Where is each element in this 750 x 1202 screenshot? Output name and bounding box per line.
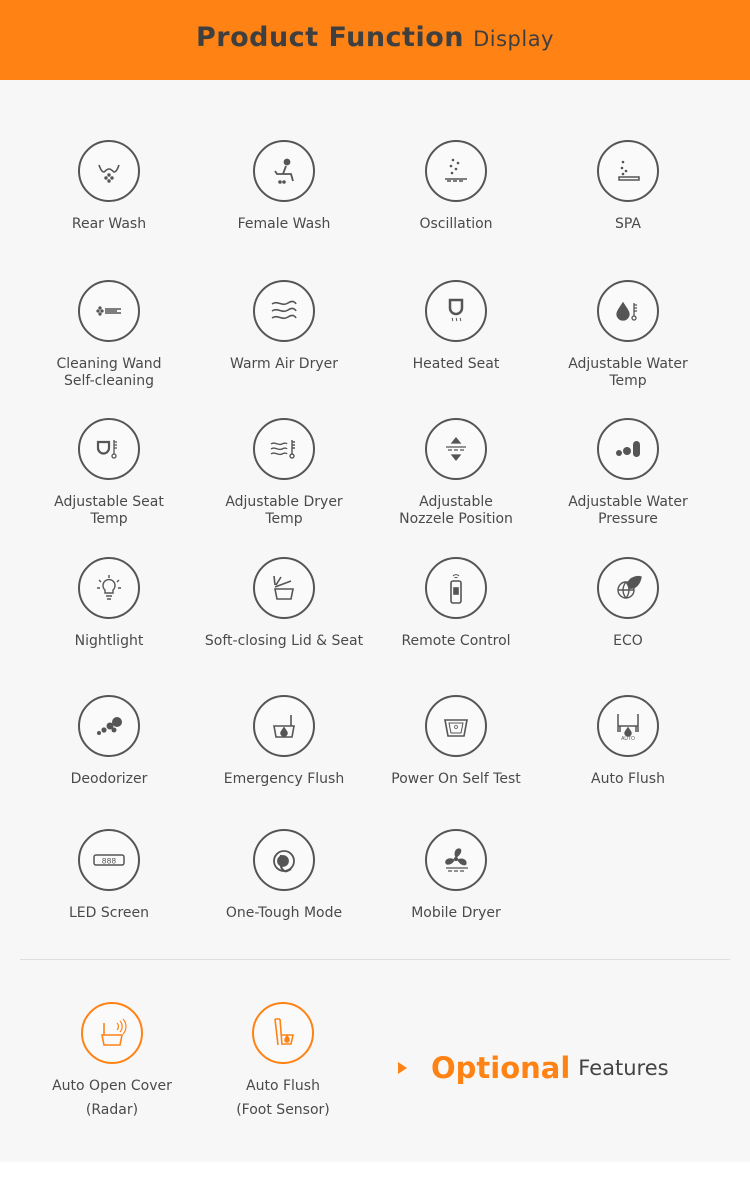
feature-emergency-flush [194, 695, 374, 788]
water-temp-icon [597, 280, 659, 342]
feature-auto-flush [538, 695, 718, 788]
feature-label: Soft-closing Lid & Seat [204, 633, 364, 649]
water-pressure-icon [597, 418, 659, 480]
svg-text:888: 888 [101, 857, 117, 867]
feature-water-pressure [538, 418, 718, 528]
page-title [0, 22, 750, 53]
one-touch-mode-icon [253, 829, 315, 891]
title-bold: Product Function [195, 22, 464, 53]
header-banner [0, 0, 750, 80]
feature-soft-closing-lid [194, 557, 374, 650]
feature-remote-control [366, 557, 546, 650]
optional-heading-light: Features [578, 1056, 669, 1080]
feature-label: Adjustable Nozzele Position [399, 494, 513, 527]
feature-cleaning-wand [19, 280, 199, 390]
feature-dryer-temp [194, 418, 374, 528]
feature-female-wash [194, 140, 374, 233]
feature-label: Adjustable Seat Temp [54, 494, 164, 527]
feature-label: Mobile Dryer [411, 905, 501, 921]
soft-closing-lid-icon [253, 557, 315, 619]
nozzle-position-icon [425, 418, 487, 480]
feature-water-temp [538, 280, 718, 390]
feature-label: Power On Self Test [391, 771, 521, 787]
feature-label: One-Tough Mode [225, 905, 343, 921]
feature-label: LED Screen [68, 905, 149, 921]
heated-seat-icon [425, 280, 487, 342]
auto-flush-icon [597, 695, 659, 757]
feature-led-screen [19, 829, 199, 922]
seat-temp-icon [78, 418, 140, 480]
feature-label: Deodorizer [70, 771, 148, 787]
optional-heading-bold: Optional [431, 1051, 571, 1085]
optional-auto-open-cover [22, 1002, 202, 1122]
arrow-right-icon [398, 1062, 407, 1074]
auto-open-cover-icon [81, 1002, 143, 1064]
feature-label: Female Wash [237, 216, 331, 232]
feature-oscillation [366, 140, 546, 233]
feature-label: Auto Flush [591, 771, 665, 787]
deodorizer-icon [78, 695, 140, 757]
feature-label: ECO [613, 633, 643, 649]
spa-icon [597, 140, 659, 202]
female-wash-icon [253, 140, 315, 202]
feature-warm-air-dryer [194, 280, 374, 373]
feature-label: Auto Flush (Foot Sensor) [236, 1078, 330, 1118]
rear-wash-icon [78, 140, 140, 202]
feature-deodorizer [19, 695, 199, 788]
feature-label: Adjustable Dryer Temp [225, 494, 343, 527]
feature-label: Warm Air Dryer [230, 356, 338, 372]
feature-nightlight [19, 557, 199, 650]
power-self-test-icon [425, 695, 487, 757]
feature-label: Adjustable Water Pressure [568, 494, 688, 527]
nightlight-icon [78, 557, 140, 619]
eco-icon [597, 557, 659, 619]
feature-nozzle-position [366, 418, 546, 528]
remote-control-icon [425, 557, 487, 619]
feature-label: Adjustable Water Temp [568, 356, 688, 389]
feature-label: SPA [614, 216, 641, 232]
feature-label: Oscillation [419, 216, 493, 232]
feature-label: Remote Control [401, 633, 511, 649]
optional-foot-sensor-flush [193, 1002, 373, 1122]
warm-air-dryer-icon [253, 280, 315, 342]
feature-label: Rear Wash [71, 216, 147, 232]
dryer-temp-icon [253, 418, 315, 480]
cleaning-wand-icon [78, 280, 140, 342]
feature-rear-wash [19, 140, 199, 233]
feature-label: Nightlight [74, 633, 144, 649]
feature-label: Auto Open Cover (Radar) [52, 1078, 172, 1118]
svg-text:AUTO: AUTO [621, 736, 635, 742]
led-screen-icon [78, 829, 140, 891]
feature-mobile-dryer [366, 829, 546, 922]
feature-heated-seat [366, 280, 546, 373]
emergency-flush-icon [253, 695, 315, 757]
mobile-dryer-icon [425, 829, 487, 891]
feature-label: Heated Seat [412, 356, 500, 372]
section-divider [20, 959, 730, 960]
title-light: Display [473, 27, 554, 51]
feature-spa [538, 140, 718, 233]
feature-eco [538, 557, 718, 650]
feature-power-self-test [366, 695, 546, 788]
feature-label: Cleaning Wand Self-cleaning [56, 356, 162, 389]
feature-seat-temp [19, 418, 199, 528]
foot-sensor-flush-icon [252, 1002, 314, 1064]
oscillation-icon [425, 140, 487, 202]
feature-one-touch-mode [194, 829, 374, 922]
optional-features-heading [398, 1048, 669, 1088]
feature-label: Emergency Flush [223, 771, 345, 787]
